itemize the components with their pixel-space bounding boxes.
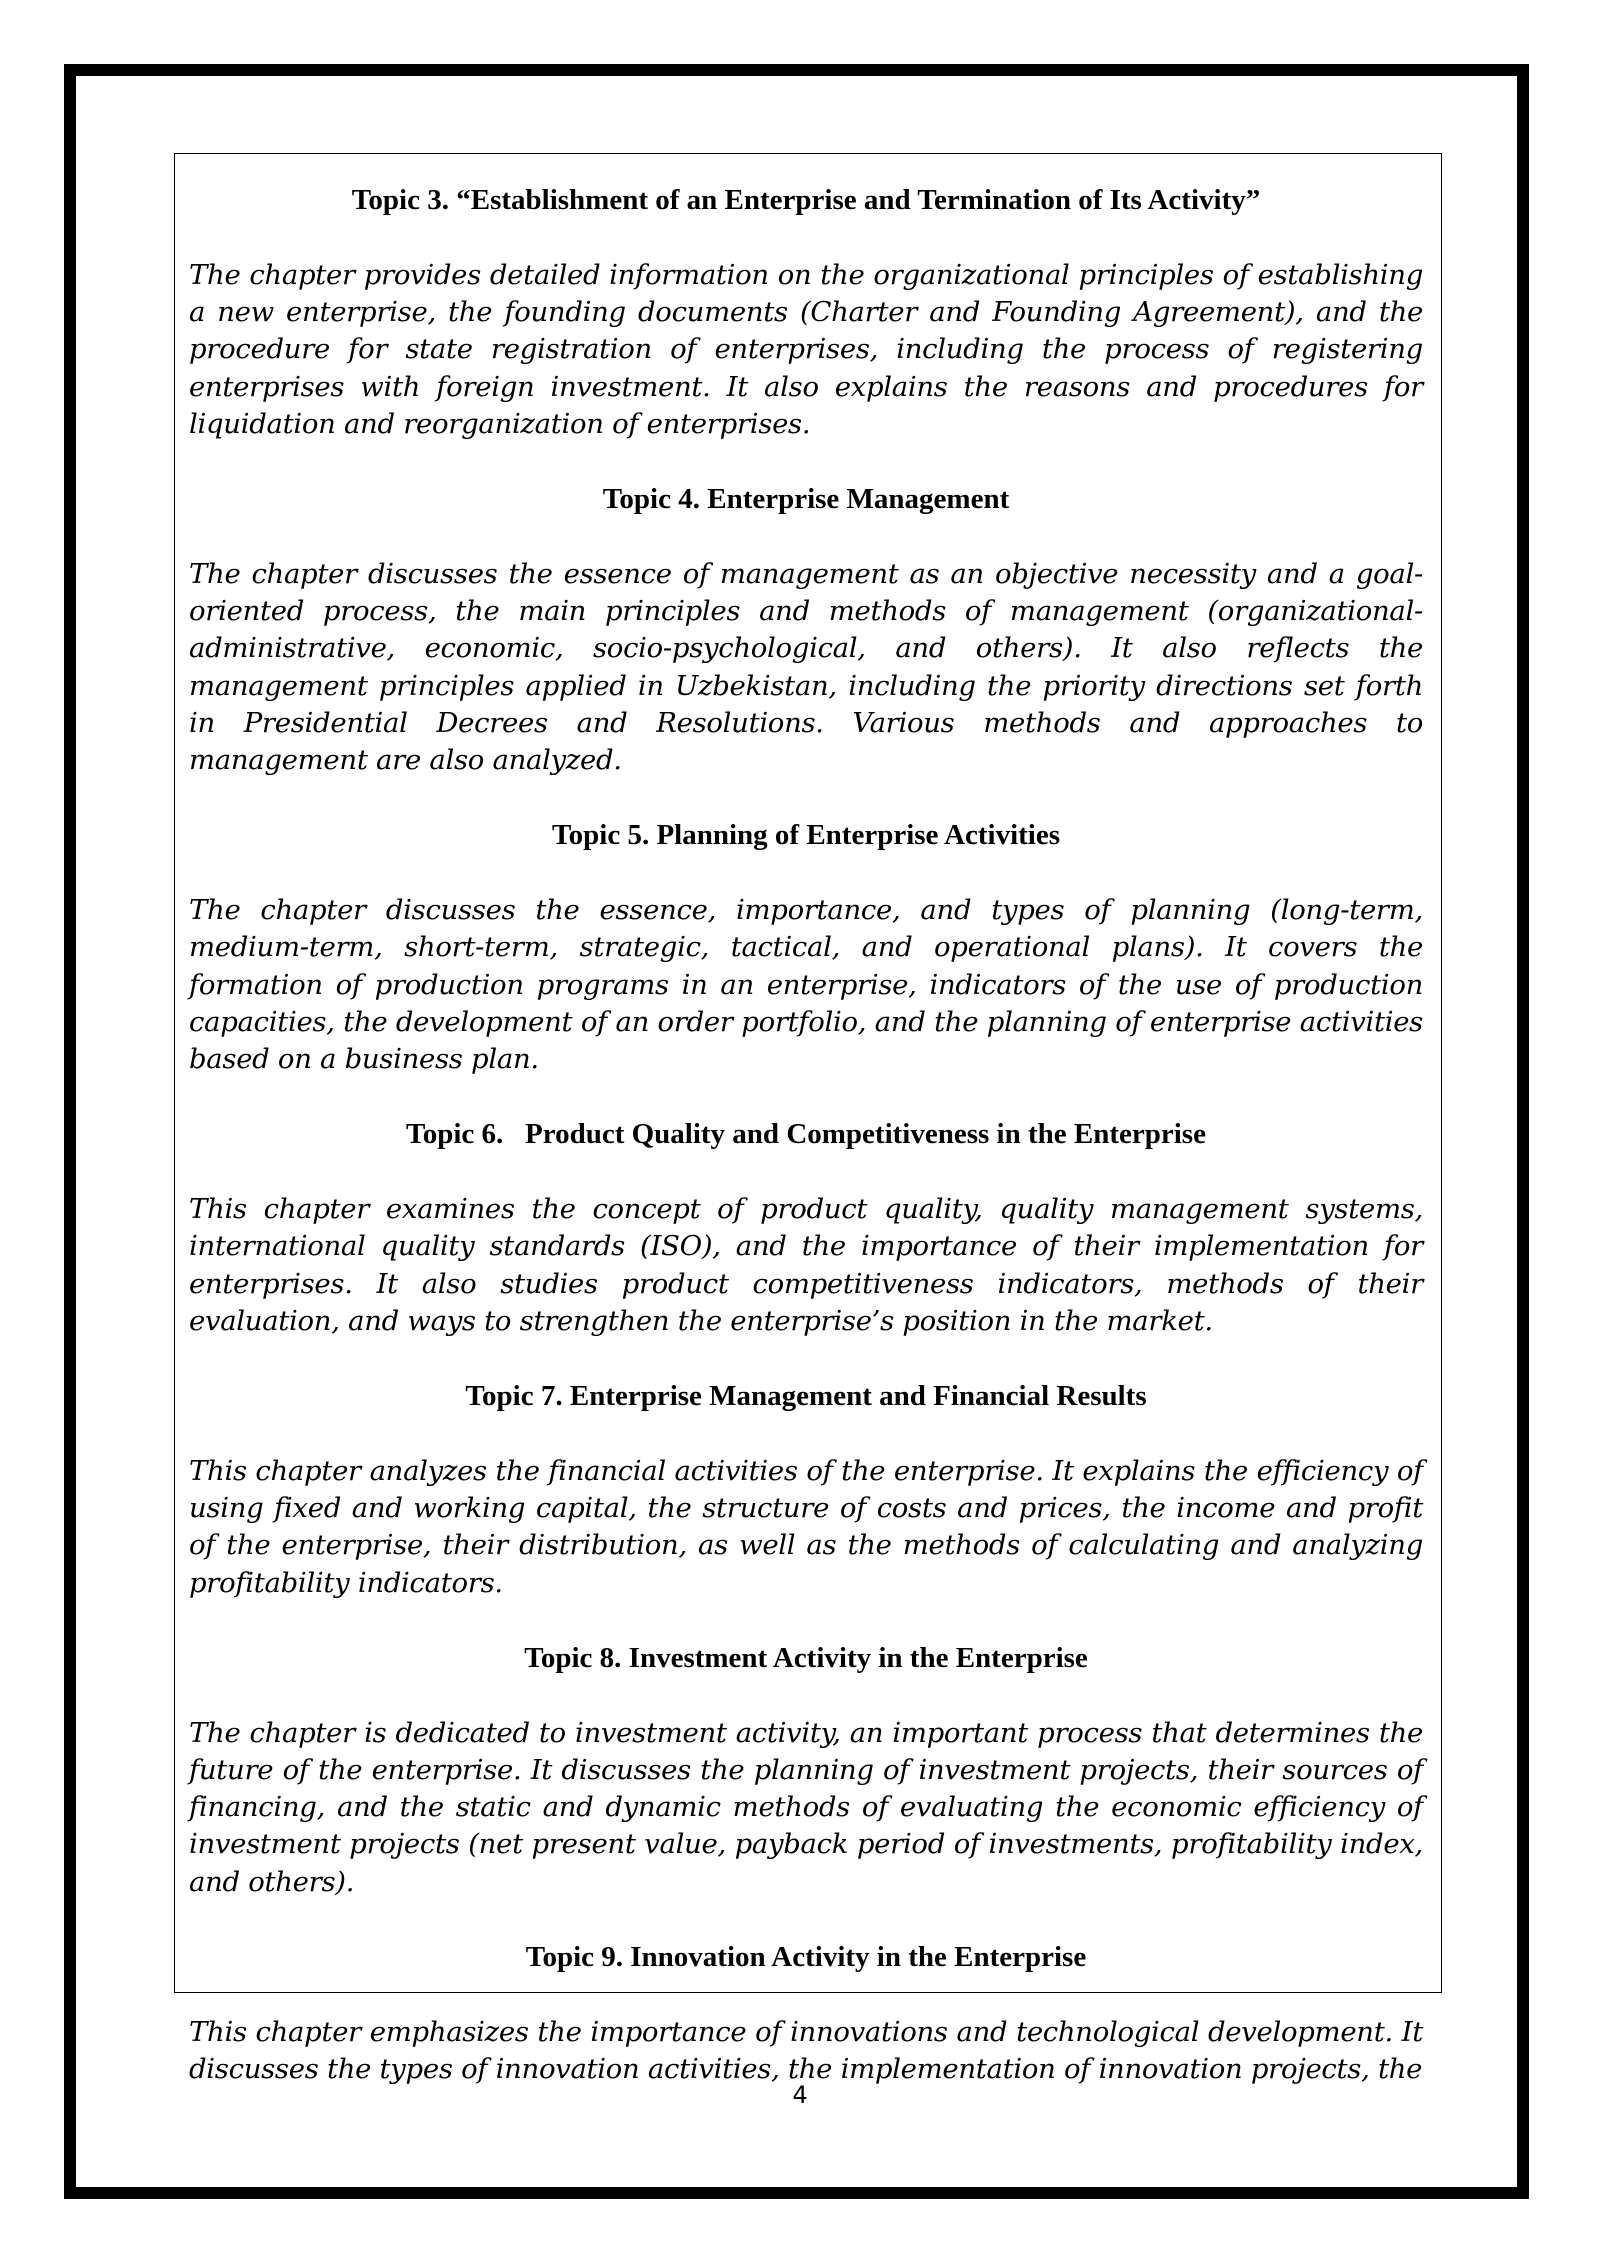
topic-8-description: The chapter is dedicated to investment activity, an important process that determines the future of the enterprise. It discusses the planning of investment projects, their sources of financing, and the static and dynamic methods of evaluating the economic efficiency of investment projects (net present value, payback period of investments, profitability index, and others).: [189, 1716, 1423, 1898]
topic-7-section: [189, 1378, 1423, 1602]
topic-9-description: This chapter emphasizes the importance of innovations and technological development. It discusses the types of innovation activities, the implementation of innovation projects, the: [189, 2015, 1423, 2086]
content-box: [174, 153, 1442, 2086]
topic-6-description: This chapter examines the concept of product quality, quality management systems, international quality standards (ISO), and the importance of their implementation for enterprises. It also studies product competitiveness indicators, methods of their evaluation, and ways to strengthen the enterprise’s position in the market.: [189, 1193, 1423, 1337]
topic-4-heading: Topic 4. Enterprise Management: [602, 483, 1010, 516]
topic-3-section: [189, 182, 1423, 443]
topic-4-description: The chapter discusses the essence of management as an objective necessity and a goal-oriented process, the main principles and methods of management (organizational-administrative, economic, socio-psychological, and others). It also reflects the management principles applied in Uzbekistan, including the priority directions set forth in Presidential Decrees and Resolutions. Various methods and approaches to management are also analyzed.: [189, 558, 1423, 777]
topic-7-description: This chapter analyzes the financial activities of the enterprise. It explains the efficiency of using fixed and working capital, the structure of costs and prices, the income and profit of the enterprise, their distribution, as well as the methods of calculating and analyzing profitability indicators.: [189, 1455, 1423, 1599]
topic-5-description: The chapter discusses the essence, importance, and types of planning (long-term, medium-term, short-term, strategic, tactical, and operational plans). It covers the formation of production programs in an enterprise, indicators of the use of production capacities, the development of an order portfolio, and the planning of enterprise activities based on a business plan.: [189, 894, 1423, 1076]
topic-5-heading: Topic 5. Planning of Enterprise Activities: [551, 819, 1061, 852]
topic-3-description: The chapter provides detailed information on the organizational principles of establishing a new enterprise, the founding documents (Charter and Founding Agreement), and the procedure for state registration of enterprises, including the process of registering enterprises with foreign investment. It also explains the reasons and procedures for liquidation and reorganization of enterprises.: [189, 259, 1423, 440]
topic-3-heading: Topic 3. “Establishment of an Enterprise and Termination of Its Activity”: [351, 184, 1261, 216]
topic-4-section: [189, 481, 1423, 779]
topic-7-heading: Topic 7. Enterprise Management and Financial Results: [465, 1380, 1147, 1413]
topic-9-section: [189, 1939, 1423, 2088]
topic-9-heading: Topic 9. Innovation Activity in the Enterprise: [525, 1940, 1087, 1973]
topic-8-heading: Topic 8. Investment Activity in the Enterprise: [524, 1641, 1088, 1674]
page-number: 4: [792, 2081, 808, 2109]
topic-5-section: [189, 817, 1423, 1078]
topic-6-heading: Topic 6. Product Quality and Competitiveness in the Enterprise: [406, 1118, 1206, 1151]
topic-6-section: [189, 1116, 1423, 1340]
topic-8-section: [189, 1640, 1423, 1901]
